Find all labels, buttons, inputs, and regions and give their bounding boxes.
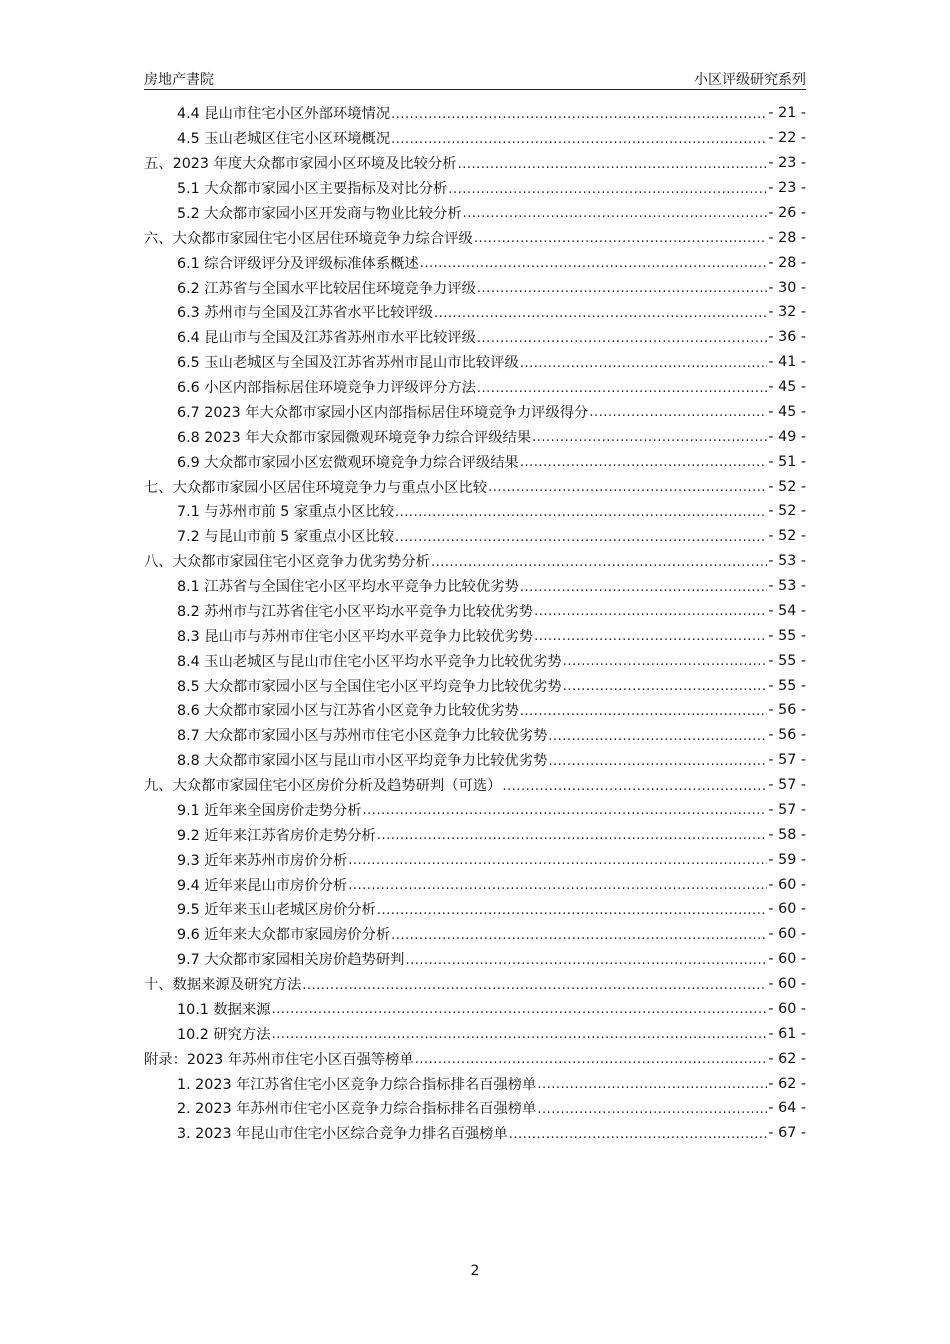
toc-entry[interactable] <box>144 474 806 499</box>
toc-entry-title: 9.2 近年来江苏省房价走势分析 <box>177 827 376 844</box>
toc-entry-title: 10.2 研究方法 <box>177 1026 271 1043</box>
toc-entry[interactable] <box>144 698 806 723</box>
toc-entry-title: 6.6 小区内部指标居住环境竞争力评级评分方法 <box>177 380 476 397</box>
toc-entry-page: - 67 - <box>768 1125 806 1142</box>
toc-dot-leader <box>431 555 767 570</box>
toc-dot-leader <box>458 157 768 172</box>
toc-entry-page: - 53 - <box>768 553 806 570</box>
toc-dot-leader <box>520 704 768 719</box>
toc-entry-page: - 22 - <box>768 130 806 147</box>
toc-entry-page: - 32 - <box>768 304 806 321</box>
toc-dot-leader <box>589 405 767 420</box>
toc-entry[interactable] <box>144 101 806 126</box>
toc-dot-leader <box>463 206 768 221</box>
toc-dot-leader <box>395 530 767 545</box>
toc-entry[interactable] <box>144 1096 806 1121</box>
toc-entry-title: 8.2 苏州市与江苏省住宅小区平均水平竞争力比较优劣势 <box>177 603 534 620</box>
toc-entry-page: - 55 - <box>768 627 806 644</box>
toc-entry[interactable] <box>144 623 806 648</box>
toc-dot-leader <box>391 132 767 147</box>
toc-entry[interactable] <box>144 549 806 574</box>
table-of-contents <box>144 101 806 1146</box>
toc-dot-leader <box>415 1052 768 1067</box>
toc-entry[interactable] <box>144 350 806 375</box>
toc-entry-title: 8.4 玉山老城区与昆山市住宅小区平均水平竞争力比较优劣势 <box>177 653 562 670</box>
toc-entry[interactable] <box>144 424 806 449</box>
toc-entry[interactable] <box>144 400 806 425</box>
toc-entry[interactable] <box>144 250 806 275</box>
toc-entry-title: 9.4 近年来昆山市房价分析 <box>177 877 348 894</box>
toc-entry[interactable] <box>144 872 806 897</box>
toc-dot-leader <box>474 231 768 246</box>
toc-entry-page: - 54 - <box>768 602 806 619</box>
toc-dot-leader <box>391 928 767 943</box>
toc-entry-title: 8.3 昆山市与苏州市住宅小区平均水平竞争力比较优劣势 <box>177 628 534 645</box>
toc-entry[interactable] <box>144 1021 806 1046</box>
toc-entry-page: - 28 - <box>768 254 806 271</box>
toc-dot-leader <box>395 505 767 520</box>
toc-entry[interactable] <box>144 773 806 798</box>
toc-entry-page: - 59 - <box>768 851 806 868</box>
toc-dot-leader <box>520 356 768 371</box>
toc-entry-title: 5.1 大众都市家园小区主要指标及对比分析 <box>177 181 448 198</box>
toc-entry[interactable] <box>144 1071 806 1096</box>
toc-dot-leader <box>448 182 767 197</box>
toc-entry-title: 十、数据来源及研究方法 <box>144 977 302 994</box>
toc-entry-page: - 55 - <box>768 677 806 694</box>
toc-entry-title: 8.8 大众都市家园小区与昆山市小区平均竞争力比较优劣势 <box>177 753 548 770</box>
toc-dot-leader <box>391 107 767 122</box>
toc-entry-page: - 52 - <box>768 528 806 545</box>
toc-dot-leader <box>272 1027 768 1042</box>
toc-entry-title: 6.5 玉山老城区与全国及江苏省苏州市昆山市比较评级 <box>177 355 519 372</box>
toc-dot-leader <box>537 1102 767 1117</box>
toc-entry-title: 2. 2023 年苏州市住宅小区竞争力综合指标排名百强榜单 <box>177 1101 537 1118</box>
toc-entry-title: 6.8 2023 年大众都市家园微观环境竞争力综合评级结果 <box>177 429 532 446</box>
toc-dot-leader <box>509 1127 768 1142</box>
toc-entry[interactable] <box>144 375 806 400</box>
toc-entry-title: 8.5 大众都市家园小区与全国住宅小区平均竞争力比较优劣势 <box>177 678 562 695</box>
toc-entry-title: 五、2023 年度大众都市家园小区环境及比较分析 <box>144 156 457 173</box>
toc-entry-title: 6.7 2023 年大众都市家园小区内部指标居住环境竞争力评级得分 <box>177 404 589 421</box>
toc-entry[interactable] <box>144 723 806 748</box>
toc-entry-page: - 61 - <box>768 1025 806 1042</box>
toc-entry[interactable] <box>144 822 806 847</box>
toc-dot-leader <box>477 381 767 396</box>
toc-entry-page: - 62 - <box>768 1050 806 1067</box>
toc-entry[interactable] <box>144 201 806 226</box>
toc-entry-page: - 56 - <box>768 702 806 719</box>
toc-entry[interactable] <box>144 947 806 972</box>
toc-entry[interactable] <box>144 673 806 698</box>
toc-dot-leader <box>537 1077 767 1092</box>
toc-dot-leader <box>548 729 767 744</box>
toc-entry[interactable] <box>144 275 806 300</box>
toc-entry[interactable] <box>144 847 806 872</box>
toc-entry-title: 9.1 近年来全国房价走势分析 <box>177 802 362 819</box>
toc-entry[interactable] <box>144 1121 806 1146</box>
toc-entry[interactable] <box>144 151 806 176</box>
toc-entry-title: 7.2 与昆山市前 5 家重点小区比较 <box>177 529 395 546</box>
toc-dot-leader <box>534 604 767 619</box>
toc-entry-title: 七、大众都市家园小区居住环境竞争力与重点小区比较 <box>144 479 488 496</box>
toc-dot-leader <box>272 1002 768 1017</box>
toc-entry[interactable] <box>144 499 806 524</box>
toc-entry-page: - 62 - <box>768 1075 806 1092</box>
toc-dot-leader <box>488 480 767 495</box>
toc-entry-page: - 57 - <box>768 801 806 818</box>
toc-entry-title: 8.7 大众都市家园小区与苏州市住宅小区竞争力比较优劣势 <box>177 728 548 745</box>
toc-entry-page: - 56 - <box>768 727 806 744</box>
toc-entry-page: - 60 - <box>768 926 806 943</box>
toc-entry[interactable] <box>144 972 806 997</box>
toc-entry[interactable] <box>144 748 806 773</box>
toc-entry-title: 3. 2023 年昆山市住宅小区综合竞争力排名百强榜单 <box>177 1126 508 1143</box>
toc-entry-page: - 26 - <box>768 204 806 221</box>
toc-dot-leader <box>348 853 767 868</box>
toc-dot-leader <box>534 629 767 644</box>
page-number: 2 <box>470 1263 480 1279</box>
toc-entry-title: 4.4 昆山市住宅小区外部环境情况 <box>177 106 391 123</box>
toc-entry-title: 九、大众都市家园住宅小区房价分析及趋势研判（可选） <box>144 778 502 795</box>
toc-entry-title: 5.2 大众都市家园小区开发商与物业比较分析 <box>177 205 462 222</box>
toc-entry-page: - 41 - <box>768 354 806 371</box>
toc-entry-title: 6.1 综合评级评分及评级标准体系概述 <box>177 255 419 272</box>
toc-entry-page: - 28 - <box>768 229 806 246</box>
toc-entry-page: - 57 - <box>768 752 806 769</box>
toc-entry-page: - 60 - <box>768 1000 806 1017</box>
toc-entry[interactable] <box>144 574 806 599</box>
toc-dot-leader <box>502 779 767 794</box>
toc-entry-page: - 60 - <box>768 976 806 993</box>
toc-entry[interactable] <box>144 599 806 624</box>
toc-entry-page: - 57 - <box>768 777 806 794</box>
toc-entry-page: - 36 - <box>768 329 806 346</box>
toc-entry[interactable] <box>144 997 806 1022</box>
toc-entry-page: - 21 - <box>768 105 806 122</box>
toc-entry-title: 9.3 近年来苏州市房价分析 <box>177 852 348 869</box>
toc-dot-leader <box>363 803 768 818</box>
toc-dot-leader <box>477 281 767 296</box>
toc-dot-leader <box>532 430 767 445</box>
toc-entry-title: 9.6 近年来大众都市家园房价分析 <box>177 927 391 944</box>
toc-entry-title: 9.5 近年来玉山老城区房价分析 <box>177 902 376 919</box>
toc-entry-page: - 60 - <box>768 876 806 893</box>
toc-dot-leader <box>548 754 767 769</box>
toc-entry-page: - 23 - <box>768 180 806 197</box>
toc-entry[interactable] <box>144 176 806 201</box>
toc-entry[interactable] <box>144 300 806 325</box>
toc-entry[interactable] <box>144 325 806 350</box>
toc-entry[interactable] <box>144 922 806 947</box>
toc-entry-page: - 49 - <box>768 428 806 445</box>
toc-entry-page: - 60 - <box>768 901 806 918</box>
page-header <box>144 67 806 90</box>
toc-entry-title: 7.1 与苏州市前 5 家重点小区比较 <box>177 504 395 521</box>
toc-entry-page: - 64 - <box>768 1100 806 1117</box>
toc-dot-leader <box>477 331 767 346</box>
header-series: 小区评级研究系列 <box>694 72 806 88</box>
toc-entry[interactable] <box>144 1046 806 1071</box>
toc-dot-leader <box>348 878 767 893</box>
toc-entry-title: 附录：2023 年苏州市住宅小区百强等榜单 <box>144 1051 414 1068</box>
toc-entry-title: 10.1 数据来源 <box>177 1001 271 1018</box>
toc-entry-title: 6.3 苏州市与全国及江苏省水平比较评级 <box>177 305 434 322</box>
toc-entry-title: 9.7 大众都市家园相关房价趋势研判 <box>177 952 405 969</box>
toc-entry-title: 六、大众都市家园住宅小区居住环境竞争力综合评级 <box>144 230 473 247</box>
toc-entry-page: - 55 - <box>768 652 806 669</box>
toc-entry-page: - 51 - <box>768 453 806 470</box>
toc-entry[interactable] <box>144 524 806 549</box>
toc-dot-leader <box>520 455 768 470</box>
toc-dot-leader <box>377 828 768 843</box>
toc-entry-page: - 45 - <box>768 403 806 420</box>
toc-entry-page: - 52 - <box>768 503 806 520</box>
toc-entry-title: 八、大众都市家园住宅小区竞争力优劣势分析 <box>144 554 430 571</box>
toc-entry[interactable] <box>144 897 806 922</box>
toc-entry-title: 6.4 昆山市与全国及江苏省苏州市水平比较评级 <box>177 330 476 347</box>
toc-entry[interactable] <box>144 126 806 151</box>
toc-entry[interactable] <box>144 648 806 673</box>
toc-entry-page: - 58 - <box>768 826 806 843</box>
toc-dot-leader <box>434 306 767 321</box>
toc-entry-page: - 30 - <box>768 279 806 296</box>
toc-entry-title: 6.9 大众都市家园小区宏微观环境竞争力综合评级结果 <box>177 454 519 471</box>
toc-dot-leader <box>563 679 768 694</box>
toc-entry[interactable] <box>144 225 806 250</box>
toc-entry-page: - 53 - <box>768 578 806 595</box>
toc-entry-title: 8.6 大众都市家园小区与江苏省小区竞争力比较优劣势 <box>177 703 519 720</box>
toc-dot-leader <box>377 903 768 918</box>
toc-dot-leader <box>405 953 767 968</box>
toc-entry-page: - 45 - <box>768 379 806 396</box>
toc-entry-title: 1. 2023 年江苏省住宅小区竞争力综合指标排名百强榜单 <box>177 1076 537 1093</box>
toc-dot-leader <box>520 580 768 595</box>
toc-entry-page: - 60 - <box>768 951 806 968</box>
toc-entry-title: 4.5 玉山老城区住宅小区环境概况 <box>177 131 391 148</box>
toc-entry-page: - 23 - <box>768 155 806 172</box>
toc-entry-title: 8.1 江苏省与全国住宅小区平均水平竞争力比较优劣势 <box>177 579 519 596</box>
header-publisher: 房地产書院 <box>144 72 214 88</box>
toc-entry-page: - 52 - <box>768 478 806 495</box>
toc-entry-title: 6.2 江苏省与全国水平比较居住环境竞争力评级 <box>177 280 476 297</box>
toc-entry[interactable] <box>144 798 806 823</box>
toc-dot-leader <box>420 256 768 271</box>
toc-entry[interactable] <box>144 449 806 474</box>
toc-dot-leader <box>563 654 768 669</box>
toc-dot-leader <box>302 978 767 993</box>
